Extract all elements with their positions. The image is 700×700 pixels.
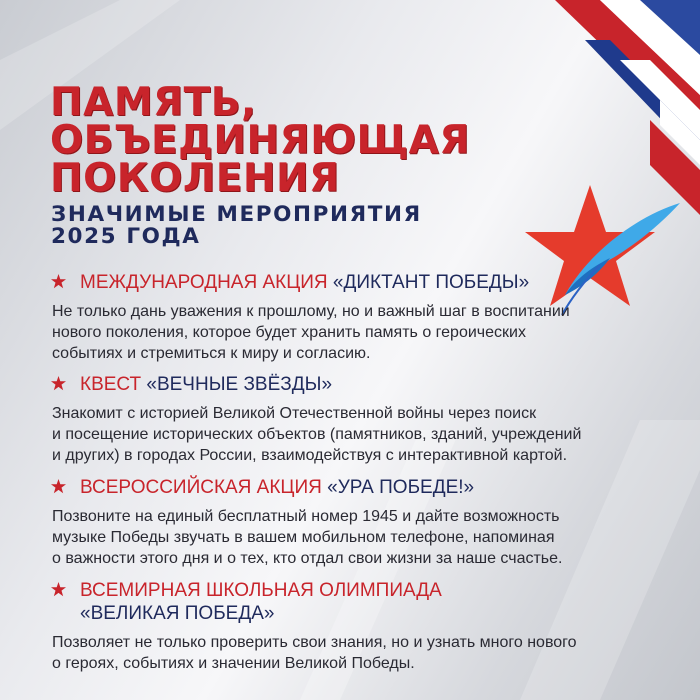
title-line: ОБЪЕДИНЯЮЩАЯ [50, 118, 470, 163]
star-icon [51, 376, 66, 391]
section-name: «ДИКТАНТ ПОБЕДЫ» [332, 272, 530, 293]
body-line: Позволяет не только проверить свои знания, но и узнать много нового [52, 634, 577, 651]
flag-stripes [555, 0, 700, 215]
section-ura-pobede [52, 476, 562, 569]
section-dictation [52, 271, 570, 364]
body-line: и посещение исторических объектов (памятников, зданий, учреждений [52, 426, 582, 443]
section-label: КВЕСТ [80, 374, 147, 395]
star-icon [51, 582, 66, 597]
section-heading [52, 579, 577, 625]
body-line: о героях, событиях и значении Великой Победы. [52, 655, 415, 672]
title-line: ПАМЯТЬ, [50, 80, 257, 125]
subtitle-line: ЗНАЧИМЫЕ МЕРОПРИЯТИЯ [51, 202, 422, 227]
star-icon [51, 274, 66, 289]
section-name: «ВЕЛИКАЯ ПОБЕДА» [80, 603, 275, 624]
section-quest [52, 373, 581, 466]
title-line: ПОКОЛЕНИЯ [50, 156, 340, 201]
body-line: событиях и стремиться к миру и согласию. [52, 345, 371, 362]
star-icon [51, 479, 66, 494]
body-line: и других) в городах России, взаимодействуя с интерактивной картой. [52, 447, 568, 464]
body-line: Позвоните на единый бесплатный номер 1945 и дайте возможность [52, 508, 560, 525]
section-name: «УРА ПОБЕДЕ!» [327, 477, 475, 498]
section-body [52, 301, 570, 364]
page-title [50, 80, 470, 201]
section-body [52, 403, 581, 466]
body-line: нового поколения, которое будет хранить память о героических [52, 324, 526, 341]
section-heading [52, 271, 570, 294]
subtitle-line: 2025 ГОДА [51, 224, 201, 249]
section-body [52, 506, 562, 569]
section-heading [52, 373, 581, 396]
body-line: музыке Победы звучать в вашем мобильном телефоне, напоминая [52, 529, 555, 546]
section-heading [52, 476, 562, 499]
body-line: Знакомит с историей Великой Отечественной войны через поиск [52, 405, 537, 422]
section-name: «ВЕЧНЫЕ ЗВЁЗДЫ» [146, 374, 333, 395]
body-line: Не только дань уважения к прошлому, но и важный шаг в воспитании [52, 303, 570, 320]
body-line: о важности этого дня и о тех, кто отдал свои жизни за наше счастье. [52, 550, 563, 567]
subtitle [51, 204, 422, 248]
section-olympiad [52, 579, 577, 674]
section-label: ВСЕРОССИЙСКАЯ АКЦИЯ [80, 477, 328, 498]
section-label: МЕЖДУНАРОДНАЯ АКЦИЯ [80, 272, 333, 293]
section-label: ВСЕМИРНАЯ ШКОЛЬНАЯ ОЛИМПИАДА [80, 580, 442, 601]
section-body [52, 632, 577, 674]
